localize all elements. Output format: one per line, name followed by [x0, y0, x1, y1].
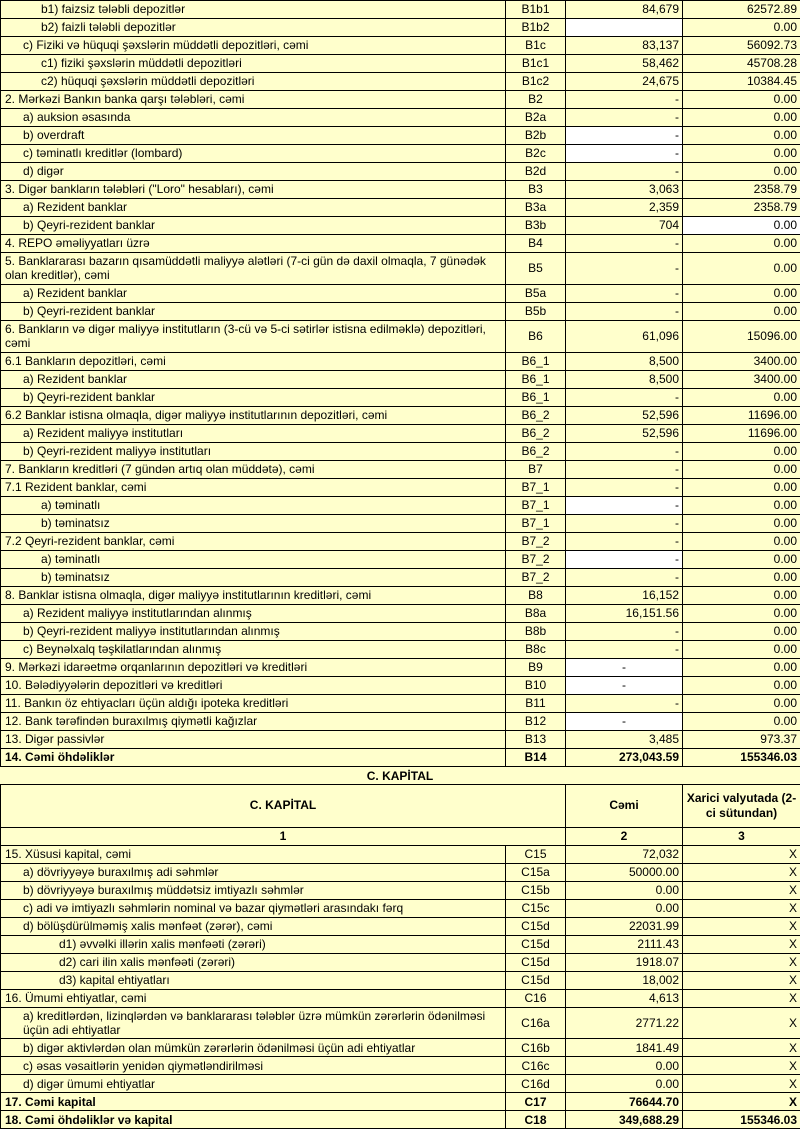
row-fx-value: 0.00	[683, 568, 800, 586]
row-code: B6	[506, 320, 566, 352]
table-row	[1, 604, 800, 622]
row-label: 7. Bankların kreditləri (7 gündən artıq olan müddətə), cəmi	[1, 460, 506, 478]
capital-header-row	[1, 784, 800, 827]
row-code: B2a	[506, 109, 566, 127]
table-row	[1, 199, 800, 217]
table-row	[1, 550, 800, 568]
table-row	[1, 320, 800, 352]
row-label: 7.1 Rezident banklar, cəmi	[1, 478, 506, 496]
row-fx-value: 11696.00	[683, 406, 800, 424]
row-label: b) Qeyri-rezident maliyyə institutlarından alınmış	[1, 622, 506, 640]
row-code: C15a	[506, 863, 566, 881]
table-row	[1, 478, 800, 496]
table-row	[1, 370, 800, 388]
row-total-value: -	[566, 442, 683, 460]
row-code: C17	[506, 1093, 566, 1111]
row-label: b) təminatsız	[1, 514, 506, 532]
row-label: b) digər aktivlərdən olan mümkün zərərlərin ödənilməsi üçün adi ehtiyatlar	[1, 1039, 506, 1057]
row-total-value: 3,485	[566, 730, 683, 748]
row-total-value: -	[566, 550, 683, 568]
table-row	[1, 181, 800, 199]
row-fx-value: 15096.00	[683, 320, 800, 352]
row-total-value: -	[566, 163, 683, 181]
row-fx-value: 0.00	[683, 622, 800, 640]
row-total-value: 273,043.59	[566, 748, 683, 766]
row-total-value: -	[566, 388, 683, 406]
row-fx-value: 0.00	[683, 640, 800, 658]
row-label: a) Rezident maliyyə institutlarından alınmış	[1, 604, 506, 622]
row-code: B10	[506, 676, 566, 694]
row-total-value: -	[566, 478, 683, 496]
row-total-value: 2,359	[566, 199, 683, 217]
row-code: B7_2	[506, 532, 566, 550]
row-label: 11. Bankın öz ehtiyacları üçün aldığı ipoteka kreditləri	[1, 694, 506, 712]
table-row	[1, 532, 800, 550]
row-fx-value: X	[683, 1057, 800, 1075]
capital-table	[0, 784, 800, 1129]
row-code: B6_1	[506, 352, 566, 370]
row-code: B6_2	[506, 442, 566, 460]
table-row	[1, 109, 800, 127]
row-code: B14	[506, 748, 566, 766]
row-fx-value: 10384.45	[683, 73, 800, 91]
row-label: a) təminatlı	[1, 496, 506, 514]
row-fx-value: 0.00	[683, 604, 800, 622]
row-total-value: 16,152	[566, 586, 683, 604]
row-fx-value: 0.00	[683, 127, 800, 145]
row-label: 3. Digər bankların tələbləri ("Loro" hesabları), cəmi	[1, 181, 506, 199]
table-row	[1, 1111, 800, 1129]
row-fx-value: 0.00	[683, 442, 800, 460]
row-total-value: -	[566, 676, 683, 694]
row-label: b2) faizli tələbli depozitlər	[1, 19, 506, 37]
row-fx-value: X	[683, 845, 800, 863]
row-total-value: -	[566, 253, 683, 285]
row-total-value: 8,500	[566, 370, 683, 388]
table-row	[1, 863, 800, 881]
row-code: B3	[506, 181, 566, 199]
row-code: B7_1	[506, 514, 566, 532]
row-code: B7_1	[506, 478, 566, 496]
table-row	[1, 658, 800, 676]
row-fx-value: 0.00	[683, 235, 800, 253]
row-fx-value: X	[683, 1093, 800, 1111]
row-fx-value: 973.37	[683, 730, 800, 748]
row-code: B1b2	[506, 19, 566, 37]
row-label: d) digər ümumi ehtiyatlar	[1, 1075, 506, 1093]
row-total-value: 83,137	[566, 37, 683, 55]
row-label: 16. Ümumi ehtiyatlar, cəmi	[1, 989, 506, 1007]
row-total-value: -	[566, 568, 683, 586]
table-row	[1, 1, 800, 19]
row-label: d2) cari ilin xalis mənfəəti (zərəri)	[1, 953, 506, 971]
row-fx-value: 2358.79	[683, 181, 800, 199]
row-label: 7.2 Qeyri-rezident banklar, cəmi	[1, 532, 506, 550]
table-row	[1, 881, 800, 899]
table-row	[1, 55, 800, 73]
row-total-value: 1841.49	[566, 1039, 683, 1057]
row-total-value: 52,596	[566, 424, 683, 442]
row-code: B7	[506, 460, 566, 478]
row-code: C16a	[506, 1007, 566, 1039]
row-code: B6_1	[506, 370, 566, 388]
row-total-value: 18,002	[566, 971, 683, 989]
row-label: 10. Bələdiyyələrin depozitləri və kreditləri	[1, 676, 506, 694]
row-total-value	[566, 19, 683, 37]
row-fx-value: 0.00	[683, 284, 800, 302]
row-fx-value: 0.00	[683, 109, 800, 127]
row-total-value: 50000.00	[566, 863, 683, 881]
table-row	[1, 302, 800, 320]
row-label: 8. Banklar istisna olmaqla, digər maliyyə institutlarının kreditləri, cəmi	[1, 586, 506, 604]
row-label: 14. Cəmi öhdəliklər	[1, 748, 506, 766]
row-code: C15d	[506, 971, 566, 989]
row-code: B13	[506, 730, 566, 748]
table-row	[1, 284, 800, 302]
row-code: C15	[506, 845, 566, 863]
row-total-value: 16,151.56	[566, 604, 683, 622]
table-row	[1, 460, 800, 478]
row-code: B1b1	[506, 1, 566, 19]
table-row	[1, 217, 800, 235]
row-code: B5b	[506, 302, 566, 320]
row-total-value: -	[566, 532, 683, 550]
table-row	[1, 694, 800, 712]
row-fx-value: 0.00	[683, 145, 800, 163]
row-code: C16	[506, 989, 566, 1007]
row-label: c) Fiziki və hüquqi şəxslərin müddətli depozitləri, cəmi	[1, 37, 506, 55]
row-code: C16c	[506, 1057, 566, 1075]
column-number-total: 2	[566, 827, 683, 845]
row-label: d1) əvvəlki illərin xalis mənfəəti (zərəri)	[1, 935, 506, 953]
row-code: B2b	[506, 127, 566, 145]
row-total-value: -	[566, 694, 683, 712]
row-total-value: 52,596	[566, 406, 683, 424]
row-code: B8b	[506, 622, 566, 640]
table-row	[1, 388, 800, 406]
row-code: B6_2	[506, 424, 566, 442]
row-code: B3a	[506, 199, 566, 217]
table-row	[1, 748, 800, 766]
row-total-value: -	[566, 496, 683, 514]
table-row	[1, 1075, 800, 1093]
row-fx-value: 0.00	[683, 460, 800, 478]
table-row	[1, 1039, 800, 1057]
row-fx-value: 3400.00	[683, 370, 800, 388]
row-code: B6_1	[506, 388, 566, 406]
row-total-value: 0.00	[566, 1075, 683, 1093]
row-label: a) Rezident banklar	[1, 370, 506, 388]
row-fx-value: 0.00	[683, 676, 800, 694]
row-total-value: 2771.22	[566, 1007, 683, 1039]
row-total-value: 0.00	[566, 1057, 683, 1075]
row-fx-value: 0.00	[683, 586, 800, 604]
row-fx-value: 0.00	[683, 217, 800, 235]
row-code: C15d	[506, 935, 566, 953]
row-label: 4. REPO əməliyyatları üzrə	[1, 235, 506, 253]
row-fx-value: 0.00	[683, 478, 800, 496]
row-total-value: 58,462	[566, 55, 683, 73]
row-label: a) dövriyyəyə buraxılmış adi səhmlər	[1, 863, 506, 881]
row-fx-value: X	[683, 971, 800, 989]
row-code: B2d	[506, 163, 566, 181]
row-label: c) əsas vəsaitlərin yenidən qiymətləndirilməsi	[1, 1057, 506, 1075]
row-label: a) təminatlı	[1, 550, 506, 568]
row-label: b) Qeyri-rezident banklar	[1, 217, 506, 235]
row-code: B4	[506, 235, 566, 253]
row-fx-value: 0.00	[683, 532, 800, 550]
table-row	[1, 1007, 800, 1039]
row-total-value: 1918.07	[566, 953, 683, 971]
row-total-value: -	[566, 302, 683, 320]
row-label: b) overdraft	[1, 127, 506, 145]
row-code: B12	[506, 712, 566, 730]
row-total-value: -	[566, 235, 683, 253]
row-code: B11	[506, 694, 566, 712]
table-row	[1, 712, 800, 730]
row-code: B1c1	[506, 55, 566, 73]
row-label: 18. Cəmi öhdəliklər və kapital	[1, 1111, 506, 1129]
row-code: C15d	[506, 953, 566, 971]
table-row	[1, 442, 800, 460]
row-fx-value: X	[683, 1007, 800, 1039]
row-total-value: 22031.99	[566, 917, 683, 935]
row-total-value: -	[566, 640, 683, 658]
table-row	[1, 899, 800, 917]
column-number-fx: 3	[683, 827, 800, 845]
row-label: c) Beynəlxalq təşkilatlarından alınmış	[1, 640, 506, 658]
row-fx-value: 0.00	[683, 658, 800, 676]
row-label: b) dövriyyəyə buraxılmış müddətsiz imtiyazlı səhmlər	[1, 881, 506, 899]
row-fx-value: 155346.03	[683, 748, 800, 766]
total-column-header: Cəmi	[566, 784, 683, 827]
table-row	[1, 91, 800, 109]
row-fx-value: X	[683, 1075, 800, 1093]
row-code: B1c	[506, 37, 566, 55]
row-fx-value: X	[683, 935, 800, 953]
row-label: 17. Cəmi kapital	[1, 1093, 506, 1111]
row-label: b) Qeyri-rezident maliyyə institutları	[1, 442, 506, 460]
row-total-value: 72,032	[566, 845, 683, 863]
row-code: B8c	[506, 640, 566, 658]
row-total-value: 76644.70	[566, 1093, 683, 1111]
row-total-value: 84,679	[566, 1, 683, 19]
row-label: 13. Digər passivlər	[1, 730, 506, 748]
row-code: B5	[506, 253, 566, 285]
table-row	[1, 971, 800, 989]
row-code: C15c	[506, 899, 566, 917]
row-code: B7_2	[506, 568, 566, 586]
row-label: a) Rezident maliyyə institutları	[1, 424, 506, 442]
row-fx-value: 0.00	[683, 302, 800, 320]
row-total-value: -	[566, 145, 683, 163]
row-label: d3) kapital ehtiyatları	[1, 971, 506, 989]
row-label: b) Qeyri-rezident banklar	[1, 388, 506, 406]
row-label: a) kreditlərdən, lizinqlərdən və banklararası tələblər üzrə mümkün zərərlərin ödənilməsi üçün adi ehtiyatlar	[1, 1007, 506, 1039]
row-fx-value: 0.00	[683, 712, 800, 730]
row-total-value: 3,063	[566, 181, 683, 199]
table-row	[1, 953, 800, 971]
row-fx-value: 0.00	[683, 253, 800, 285]
row-code: B5a	[506, 284, 566, 302]
row-total-value: -	[566, 109, 683, 127]
capital-column-number-row	[1, 827, 800, 845]
table-row	[1, 568, 800, 586]
row-total-value: 4,613	[566, 989, 683, 1007]
row-fx-value: X	[683, 917, 800, 935]
row-total-value: 2111.43	[566, 935, 683, 953]
table-row	[1, 845, 800, 863]
table-row	[1, 253, 800, 285]
row-label: a) Rezident banklar	[1, 199, 506, 217]
row-total-value: -	[566, 658, 683, 676]
row-label: 6.1 Bankların depozitləri, cəmi	[1, 352, 506, 370]
row-label: c) təminatlı kreditlər (lombard)	[1, 145, 506, 163]
row-label: 12. Bank tərəfindən buraxılmış qiymətli kağızlar	[1, 712, 506, 730]
row-fx-value: 0.00	[683, 388, 800, 406]
row-fx-value: 62572.89	[683, 1, 800, 19]
row-code: B2	[506, 91, 566, 109]
table-row	[1, 586, 800, 604]
row-label: 6.2 Banklar istisna olmaqla, digər maliyyə institutlarının depozitləri, cəmi	[1, 406, 506, 424]
row-fx-value: 56092.73	[683, 37, 800, 55]
column-number-label: 1	[1, 827, 566, 845]
capital-section-heading: C. KAPİTAL	[0, 767, 800, 784]
row-code: B8a	[506, 604, 566, 622]
row-code: C18	[506, 1111, 566, 1129]
row-label: d) digər	[1, 163, 506, 181]
row-label: d) bölüşdürülməmiş xalis mənfəət (zərər), cəmi	[1, 917, 506, 935]
table-row	[1, 514, 800, 532]
row-label: b) təminatsız	[1, 568, 506, 586]
row-label: 2. Mərkəzi Bankın banka qarşı tələbləri, cəmi	[1, 91, 506, 109]
row-code: B7_2	[506, 550, 566, 568]
table-row	[1, 640, 800, 658]
row-code: B3b	[506, 217, 566, 235]
table-row	[1, 730, 800, 748]
row-label: 5. Banklararası bazarın qısamüddətli maliyyə alətləri (7-ci gün də daxil olmaqla, 7 günədək olan kreditlər), cəmi	[1, 253, 506, 285]
table-row	[1, 496, 800, 514]
row-label: c) adi və imtiyazlı səhmlərin nominal və bazar qiymətləri arasındakı fərq	[1, 899, 506, 917]
row-total-value: 61,096	[566, 320, 683, 352]
row-fx-value: 155346.03	[683, 1111, 800, 1129]
table-row	[1, 676, 800, 694]
row-total-value: 704	[566, 217, 683, 235]
row-total-value: -	[566, 514, 683, 532]
row-fx-value: X	[683, 881, 800, 899]
row-total-value: 0.00	[566, 881, 683, 899]
row-fx-value: 0.00	[683, 163, 800, 181]
table-row	[1, 73, 800, 91]
row-code: B2c	[506, 145, 566, 163]
row-label: b1) faizsiz tələbli depozitlər	[1, 1, 506, 19]
row-code: B7_1	[506, 496, 566, 514]
table-row	[1, 406, 800, 424]
row-total-value: 24,675	[566, 73, 683, 91]
row-code: B1c2	[506, 73, 566, 91]
row-fx-value: 3400.00	[683, 352, 800, 370]
row-total-value: 8,500	[566, 352, 683, 370]
row-fx-value: X	[683, 953, 800, 971]
table-row	[1, 352, 800, 370]
row-label: 15. Xüsusi kapital, cəmi	[1, 845, 506, 863]
row-fx-value: X	[683, 989, 800, 1007]
table-row	[1, 37, 800, 55]
fx-column-header: Xarici valyutada (2-ci sütundan)	[683, 784, 800, 827]
row-total-value: -	[566, 622, 683, 640]
table-row	[1, 424, 800, 442]
row-code: B9	[506, 658, 566, 676]
table-row	[1, 917, 800, 935]
row-label: c1) fiziki şəxslərin müddətli depozitləri	[1, 55, 506, 73]
row-code: B8	[506, 586, 566, 604]
table-row	[1, 19, 800, 37]
row-fx-value: 0.00	[683, 550, 800, 568]
row-fx-value: 0.00	[683, 496, 800, 514]
table-row	[1, 1093, 800, 1111]
row-label: 6. Bankların və digər maliyyə institutların (3-cü və 5-ci sətirlər istisna edilməklə) depozitləri, cəmi	[1, 320, 506, 352]
table-row	[1, 989, 800, 1007]
row-fx-value: X	[683, 899, 800, 917]
table-row	[1, 235, 800, 253]
row-total-value: -	[566, 284, 683, 302]
table-row	[1, 622, 800, 640]
row-fx-value: 45708.28	[683, 55, 800, 73]
row-total-value: -	[566, 127, 683, 145]
row-code: C15d	[506, 917, 566, 935]
row-fx-value: 0.00	[683, 91, 800, 109]
row-total-value: -	[566, 460, 683, 478]
table-row	[1, 127, 800, 145]
capital-table-title-cell: C. KAPİTAL	[1, 784, 566, 827]
row-fx-value: 2358.79	[683, 199, 800, 217]
row-fx-value: X	[683, 1039, 800, 1057]
row-total-value: -	[566, 91, 683, 109]
row-fx-value: 0.00	[683, 514, 800, 532]
row-total-value: 349,688.29	[566, 1111, 683, 1129]
row-label: c2) hüquqi şəxslərin müddətli depozitləri	[1, 73, 506, 91]
row-label: a) Rezident banklar	[1, 284, 506, 302]
row-code: C16d	[506, 1075, 566, 1093]
table-row	[1, 163, 800, 181]
row-label: 9. Mərkəzi idarəetmə orqanlarının depozitləri və kreditləri	[1, 658, 506, 676]
table-row	[1, 1057, 800, 1075]
row-code: C15b	[506, 881, 566, 899]
row-code: B6_2	[506, 406, 566, 424]
row-label: b) Qeyri-rezident banklar	[1, 302, 506, 320]
table-row	[1, 145, 800, 163]
row-label: a) auksion əsasında	[1, 109, 506, 127]
row-fx-value: 0.00	[683, 694, 800, 712]
row-total-value: -	[566, 712, 683, 730]
row-fx-value: X	[683, 863, 800, 881]
row-fx-value: 11696.00	[683, 424, 800, 442]
row-fx-value: 0.00	[683, 19, 800, 37]
table-row	[1, 935, 800, 953]
row-code: C16b	[506, 1039, 566, 1057]
row-total-value: 0.00	[566, 899, 683, 917]
